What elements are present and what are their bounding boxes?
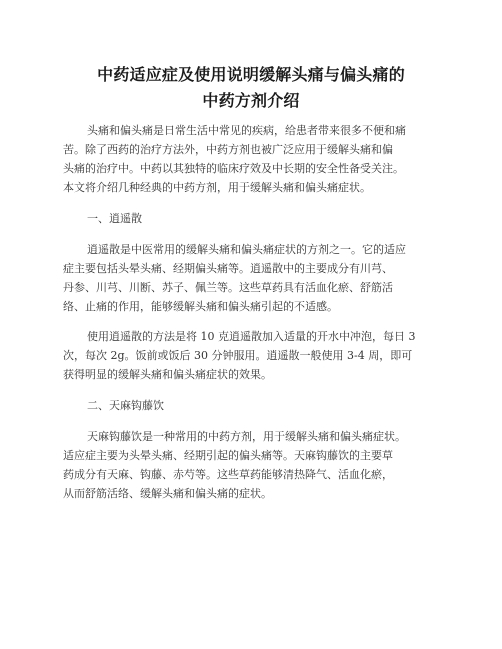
section-1-para-1-line-1: 逍遥散是中医常用的缓解头痛和偏头痛症状的方剂之一。它的适应 (87, 243, 406, 256)
section-1-para-1-line-3: 丹参、川芎、川断、苏子、佩兰等。这些草药具有活血化瘀、舒筋活 (63, 281, 393, 294)
section-2-heading: 二、天麻钩藤饮 (87, 399, 164, 412)
intro-line-1: 头痛和偏头痛是日常生活中常见的疾病，给患者带来很多不便和痛 (87, 124, 406, 137)
section-1-heading: 一、逍遥散 (87, 212, 142, 225)
section-1-para-2-line-2: 次，每次 2g。饭前或饭后 30 分钟服用。逍遥散一般使用 3-4 周，即可 (63, 349, 413, 362)
section-2-para-1-line-1: 天麻钩藤饮是一种常用的中药方剂，用于缓解头痛和偏头痛症状。 (87, 430, 406, 443)
section-1-para-2-line-3: 获得明显的缓解头痛和偏头痛症状的效果。 (63, 368, 272, 381)
section-2-para-1-line-3: 药成分有天麻、钩藤、赤芍等。这些草药能够清热降气、活血化瘀， (63, 468, 393, 481)
section-1-para-2-line-1: 使用逍遥散的方法是将 10 克逍遥散加入适量的开水中冲泡，每日 3 (87, 330, 416, 343)
document-title-line-2: 中药方剂介绍 (202, 91, 300, 110)
intro-line-2: 苦。除了西药的治疗方法外，中药方剂也被广泛应用于缓解头痛和偏 (63, 143, 393, 156)
document-title-line-1: 中药适应症及使用说明缓解头痛与偏头痛的 (97, 65, 405, 84)
section-1-para-1-line-4: 络、止痛的作用，能够缓解头痛和偏头痛引起的不适感。 (63, 300, 338, 313)
intro-line-3: 头痛的治疗中。中药以其独特的临床疗效及中长期的安全性备受关注。 (63, 162, 404, 175)
intro-line-4: 本文将介绍几种经典的中药方剂，用于缓解头痛和偏头痛症状。 (63, 181, 371, 194)
section-2-para-1-line-2: 适应症主要为头晕头痛、经期引起的偏头痛等。天麻钩藤饮的主要草 (63, 449, 393, 462)
section-2-para-1-line-4: 从而舒筋活络、缓解头痛和偏头痛的症状。 (63, 487, 272, 500)
section-1-para-1-line-2: 症主要包括头晕头痛、经期偏头痛等。逍遥散中的主要成分有川芎、 (63, 262, 393, 275)
